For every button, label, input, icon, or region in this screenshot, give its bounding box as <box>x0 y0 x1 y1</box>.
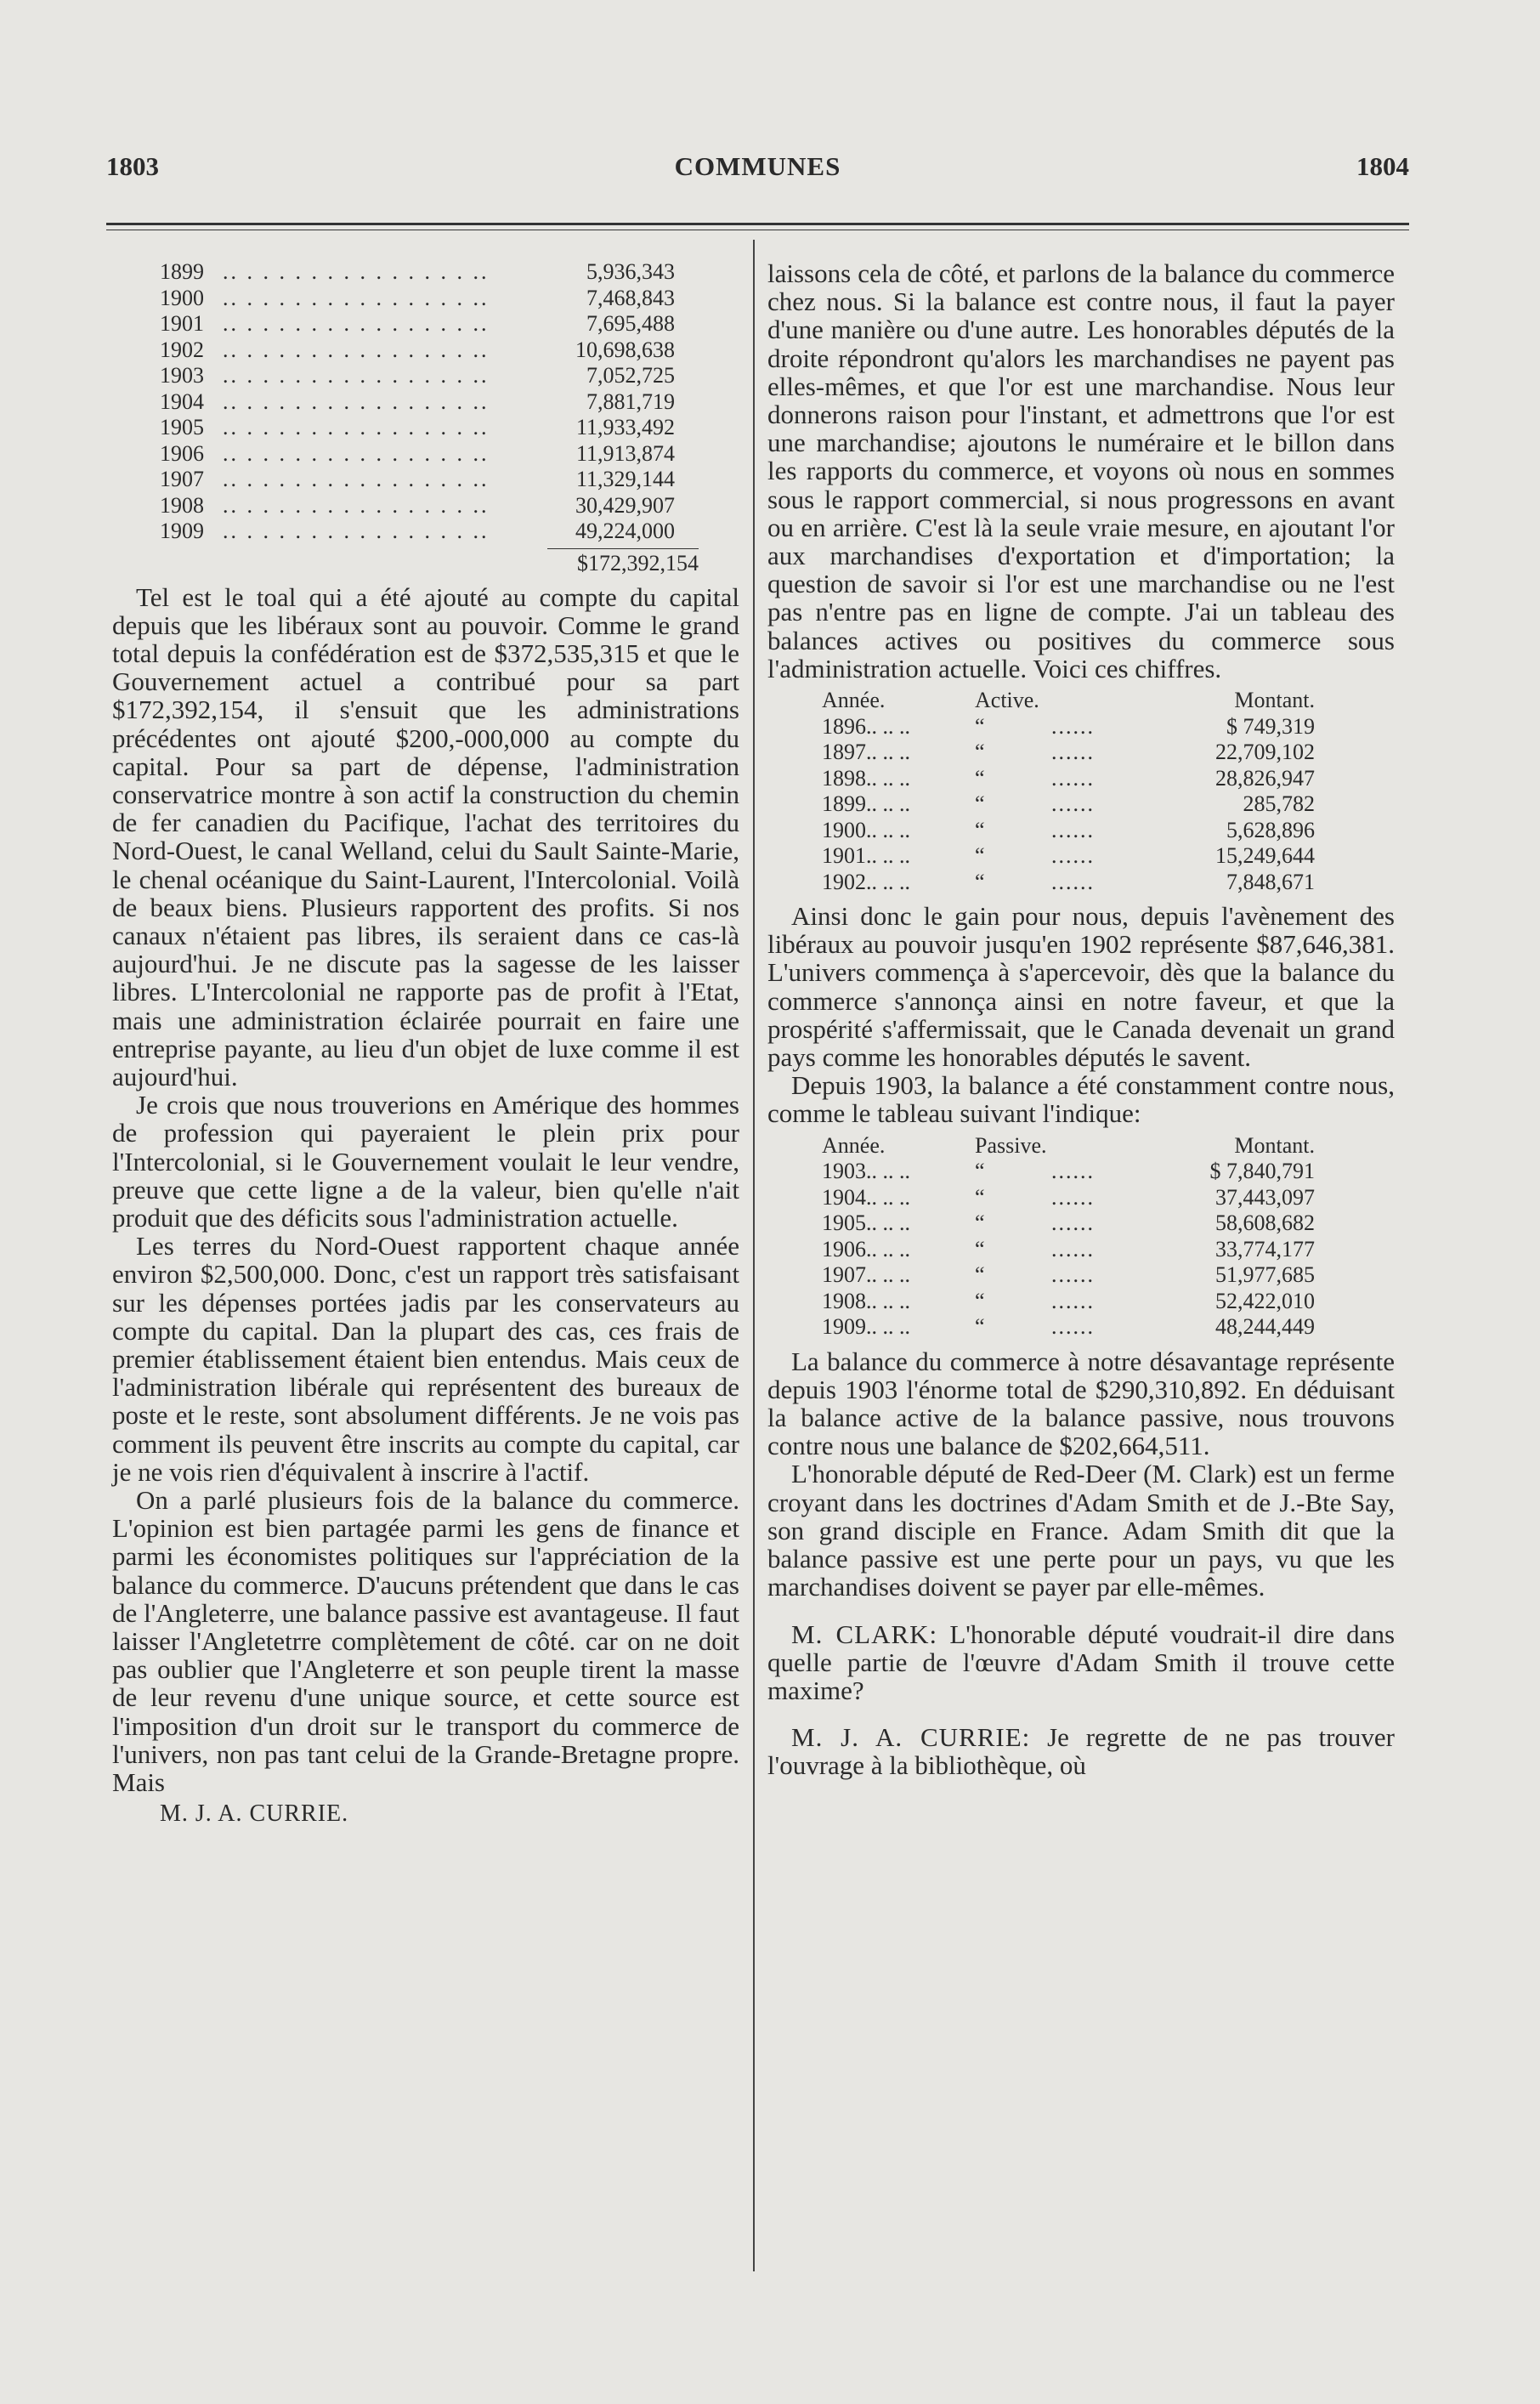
table-row <box>822 1237 1315 1263</box>
leader-dots: ...... <box>1051 1288 1095 1313</box>
year-cell: 1904.. .. .. <box>822 1184 910 1210</box>
leader-dots: .. . . . . . . . . . . . . . . .. <box>223 440 490 466</box>
ditto-mark: “ <box>975 1159 985 1184</box>
leader-dots: .. . . . . . . . . . . . . . . .. <box>223 415 490 439</box>
amount-cell: 15,249,644 <box>1215 843 1315 869</box>
amount-cell: 10,698,638 <box>575 337 675 362</box>
speaker-signature: M. J. A. CURRIE. <box>160 1800 349 1828</box>
amount-cell: $ 7,840,791 <box>1209 1159 1315 1184</box>
table-row <box>160 311 675 337</box>
ditto-mark: “ <box>975 843 985 869</box>
year-cell: 1897.. .. .. <box>822 740 910 765</box>
leader-dots: .. . . . . . . . . . . . . . . .. <box>223 388 490 414</box>
year-cell: 1898.. .. .. <box>822 765 910 791</box>
leader-dots: .. . . . . . . . . . . . . . . .. <box>223 337 490 362</box>
page-header <box>106 151 1409 194</box>
year-cell: 1909.. .. .. <box>822 1314 910 1340</box>
table-row <box>822 714 1315 740</box>
ditto-mark: “ <box>975 1184 985 1210</box>
table-row <box>822 1262 1315 1289</box>
col-header-type: Passive. <box>975 1132 1047 1158</box>
leader-dots: ...... <box>1051 843 1095 869</box>
year-cell: 1903.. .. .. <box>822 1159 910 1184</box>
leader-dots: ...... <box>1051 1262 1095 1288</box>
amount-cell: 49,224,000 <box>575 519 675 543</box>
year-cell: 1902 <box>160 337 204 362</box>
leader-dots: ...... <box>1051 869 1095 894</box>
leader-dots: .. . . . . . . . . . . . . . . .. <box>223 259 490 284</box>
amount-cell: 7,695,488 <box>586 311 675 336</box>
year-cell: 1905 <box>160 415 204 439</box>
ditto-mark: “ <box>975 869 985 894</box>
year-cell: 1899.. .. .. <box>822 791 910 817</box>
amount-cell: 7,052,725 <box>586 363 675 388</box>
amount-cell: 58,608,682 <box>1215 1211 1315 1236</box>
table-row <box>822 791 1315 818</box>
table-row <box>822 870 1315 896</box>
ditto-mark: “ <box>975 791 985 817</box>
page-number-left: 1803 <box>106 151 159 181</box>
paragraph: L'honorable député de Red-Deer (M. Clark) est un ferme croyant dans les doctrines d'Adam Smith et de J.-Bte Say, son grand disciple en France. Adam Smith dit que la balance passive est une perte pour un pays, vu que les marchandises doivent se payer par elle-mêmes. <box>767 1459 1395 1602</box>
year-cell: 1901 <box>160 311 204 336</box>
leader-dots: ...... <box>1051 740 1095 765</box>
amount-cell: $ 749,319 <box>1226 713 1315 739</box>
amount-cell: 7,881,719 <box>586 388 675 414</box>
paragraph: Depuis 1903, la balance a été constamment contre nous, comme le tableau suivant l'indique: <box>767 1070 1395 1129</box>
paragraph: Je crois que nous trouverions en Amérique des hommes de profession qui payeraient le plein prix pour l'Intercolonial, si le Gouvernement voulait le leur vendre, preuve que cette ligne a de la valeur, bien qu'elle n'ait produit que des déficits sous l'administration actuelle. <box>112 1090 739 1233</box>
year-cell: 1899 <box>160 259 204 284</box>
capital-table <box>160 259 675 545</box>
column-divider <box>753 240 755 2271</box>
leader-dots: ...... <box>1051 1184 1095 1210</box>
page-number-right: 1804 <box>1356 151 1409 181</box>
ditto-mark: “ <box>975 713 985 739</box>
speech-clark <box>767 1620 1395 1705</box>
table-row <box>822 1314 1315 1341</box>
leader-dots: .. . . . . . . . . . . . . . . .. <box>223 311 490 336</box>
speaker-name: M. J. A. CURRIE: <box>791 1722 1031 1753</box>
passive-balance-table <box>822 1133 1315 1341</box>
ditto-mark: “ <box>975 817 985 842</box>
year-cell: 1908.. .. .. <box>822 1288 910 1313</box>
ditto-mark: “ <box>975 1262 985 1288</box>
amount-cell: 7,468,843 <box>586 285 675 310</box>
active-balance-table <box>822 688 1315 895</box>
amount-cell: 30,429,907 <box>575 492 675 518</box>
table-row <box>160 493 675 519</box>
year-cell: 1908 <box>160 492 204 518</box>
leader-dots: ...... <box>1051 1314 1095 1340</box>
table-row <box>822 1289 1315 1315</box>
ditto-mark: “ <box>975 1314 985 1340</box>
amount-cell: 51,977,685 <box>1215 1262 1315 1288</box>
table-row <box>822 1185 1315 1211</box>
amount-cell: 285,782 <box>1243 791 1315 817</box>
page-title: COMMUNES <box>674 151 841 181</box>
col-header-amount: Montant. <box>1234 1132 1315 1158</box>
year-cell: 1907.. .. .. <box>822 1262 910 1288</box>
year-cell: 1902.. .. .. <box>822 869 910 894</box>
year-cell: 1896.. .. .. <box>822 713 910 739</box>
leader-dots: .. . . . . . . . . . . . . . . .. <box>223 492 490 518</box>
year-cell: 1906.. .. .. <box>822 1236 910 1262</box>
table-row <box>160 337 675 364</box>
table-row <box>160 363 675 389</box>
year-cell: 1903 <box>160 363 204 388</box>
amount-cell: 37,443,097 <box>1215 1184 1315 1210</box>
year-cell: 1909 <box>160 519 204 543</box>
leader-dots: ...... <box>1051 1159 1095 1184</box>
table-row <box>160 259 675 286</box>
amount-cell: 5,628,896 <box>1226 817 1315 842</box>
table-row <box>160 389 675 416</box>
speech-currie <box>767 1723 1395 1779</box>
paragraph: laissons cela de côté, et parlons de la balance du commerce chez nous. Si la balance est contre nous, il faut la payer d'une manière ou d'une autre. Les honorables députés de la droite répondront qu'alors les marchandises ne payent pas elles-mêmes, et que l'or est une marchandise. Nous leur donnerons raison pour l'instant, et admettrons que l'or est une marchandise; ajoutons le numéraire et le billon dans les rapports du commerce, et voyons où nous en sommes sous le rapport commercial, si nous progressons en avant ou en arrière. C'est là la seule vraie mesure, en ajoutant l'or aux marchandises d'exportation et d'importation; la question de savoir si l'or est une marchandise ou ne l'est pas n'entre pas en ligne de compte. J'ai un tableau des balances actives ou positives du commerce sous l'administration actuelle. Voici ces chiffres. <box>767 258 1395 683</box>
left-column <box>112 259 739 1828</box>
ditto-mark: “ <box>975 1288 985 1313</box>
paragraph: Tel est le toal qui a été ajouté au compte du capital depuis que les libéraux sont au pouvoir. Comme le grand total depuis la confédération est de $372,535,315 et que le Gouvernement actuel a contribué pour sa part $172,392,154, il s'ensuit que les administrations précédentes ont ajouté $200,-000,000 au compte du capital. Pour sa part de dépense, l'administration conservatrice montre à son actif la construction du chemin de fer canadien du Pacifique, l'achat des territoires du Nord-Ouest, le canal Welland, celui du Sault Sainte-Marie, le chenal océanique du Saint-Laurent, l'Intercolonial. Voilà de beaux biens. Plusieurs rapportent des profits. Si nos canaux n'étaient pas libres, ils seraient dans ce cas-là aujourd'hui. Je ne discute pas la sagesse de les laisser libres. L'Intercolonial ne rapporte pas de profit à l'Etat, mais une administration éclairée pourrait en faire une entreprise payante, au lieu d'un objet de luxe comme il est aujourd'hui. <box>112 581 739 1091</box>
paragraph: Les terres du Nord-Ouest rapportent chaque année environ $2,500,000. Donc, c'est un rapport très satisfaisant sur les dépenses portées jadis par les conservateurs au compte du capital. Dan la plupart des cas, ces frais de premier établissement étaient bien entendus. Mais ceux de l'administration libérale qui représentent des bureaux de poste et le reste, sont absolument différents. Je ne vois pas comment ils peuvent être inscrits au compte du capital, car je ne vois rien d'équivalent à inscrire à l'actif. <box>112 1231 739 1487</box>
ditto-mark: “ <box>975 1236 985 1262</box>
table-row <box>822 740 1315 766</box>
leader-dots: .. . . . . . . . . . . . . . . .. <box>223 467 490 491</box>
leader-dots: ...... <box>1051 765 1095 791</box>
capital-total: $172,392,154 <box>547 548 699 578</box>
amount-cell: 52,422,010 <box>1215 1288 1315 1313</box>
paragraph: Ainsi donc le gain pour nous, depuis l'avènement des libéraux au pouvoir jusqu'en 1902 représente $87,646,381. L'univers commença à s'apercevoir, dès que la balance du commerce s'annonça ainsi en notre faveur, et que la prospérité s'affermissait, que le Canada devenait un grand pays comme les honorables députés le savent. <box>767 901 1395 1073</box>
year-cell: 1901.. .. .. <box>822 843 910 869</box>
table-row <box>822 843 1315 870</box>
table-row <box>160 286 675 312</box>
table-row <box>160 519 675 545</box>
leader-dots: ...... <box>1051 1236 1095 1262</box>
amount-cell: 28,826,947 <box>1215 765 1315 791</box>
year-cell: 1907 <box>160 467 204 491</box>
speech-text: L'honorable député voudrait-il dire dans quelle partie de l'œuvre d'Adam Smith il trouve cette maxime? <box>767 1619 1396 1705</box>
col-header-type: Active. <box>975 688 1039 713</box>
speaker-name: M. CLARK: <box>791 1619 938 1649</box>
year-cell: 1900 <box>160 285 204 310</box>
paragraph: La balance du commerce à notre désavantage représente depuis 1903 l'énorme total de $290,310,892. En déduisant la balance active de la balance passive, nous trouvons contre nous une balance de $202,664,511. <box>767 1346 1395 1461</box>
table-row <box>160 467 675 493</box>
table-row <box>822 818 1315 844</box>
year-cell: 1905.. .. .. <box>822 1211 910 1236</box>
col-header-year: Année. <box>822 688 886 713</box>
speech-text: Je regrette de ne pas trouver l'ouvrage à la bibliothèque, où <box>767 1722 1395 1781</box>
amount-cell: 7,848,671 <box>1226 869 1315 894</box>
table-row <box>160 441 675 468</box>
leader-dots: .. . . . . . . . . . . . . . . .. <box>223 285 490 310</box>
paragraph: On a parlé plusieurs fois de la balance du commerce. L'opinion est bien partagée parmi les gens de finance et parmi les économistes politiques sur l'appréciation de la balance du commerce. D'aucuns prétendent que dans le cas de l'Angleterre, une balance passive est avantageuse. Il faut laisser l'Angletetrre complètement de côté. car on ne doit pas oublier que l'Angleterre et son peuple tirent la masse de leur revenu d'une unique source, et cette source est l'imposition d'un droit sur le transport du commerce de l'univers, non pas tant celui de la Grande-Bretagne propre. Mais <box>112 1485 739 1798</box>
header-rule-thick <box>106 223 1409 225</box>
amount-cell: 5,936,343 <box>586 259 675 284</box>
amount-cell: 33,774,177 <box>1215 1236 1315 1262</box>
table-row <box>160 415 675 441</box>
ditto-mark: “ <box>975 1211 985 1236</box>
amount-cell: 48,244,449 <box>1215 1314 1315 1340</box>
leader-dots: ...... <box>1051 791 1095 817</box>
leader-dots: ...... <box>1051 817 1095 842</box>
amount-cell: 11,329,144 <box>575 467 675 491</box>
leader-dots: ...... <box>1051 713 1095 739</box>
year-cell: 1900.. .. .. <box>822 817 910 842</box>
ditto-mark: “ <box>975 765 985 791</box>
amount-cell: 11,933,492 <box>575 415 675 439</box>
ditto-mark: “ <box>975 740 985 765</box>
col-header-amount: Montant. <box>1234 688 1315 713</box>
year-cell: 1904 <box>160 388 204 414</box>
table-row <box>822 1159 1315 1185</box>
year-cell: 1906 <box>160 440 204 466</box>
leader-dots: ...... <box>1051 1211 1095 1236</box>
right-column <box>767 259 1395 1780</box>
amount-cell: 22,709,102 <box>1215 740 1315 765</box>
table-row <box>822 1211 1315 1237</box>
table-row <box>822 766 1315 792</box>
leader-dots: .. . . . . . . . . . . . . . . .. <box>223 363 490 388</box>
col-header-year: Année. <box>822 1132 886 1158</box>
amount-cell: 11,913,874 <box>575 440 675 466</box>
leader-dots: .. . . . . . . . . . . . . . . .. <box>223 519 490 543</box>
